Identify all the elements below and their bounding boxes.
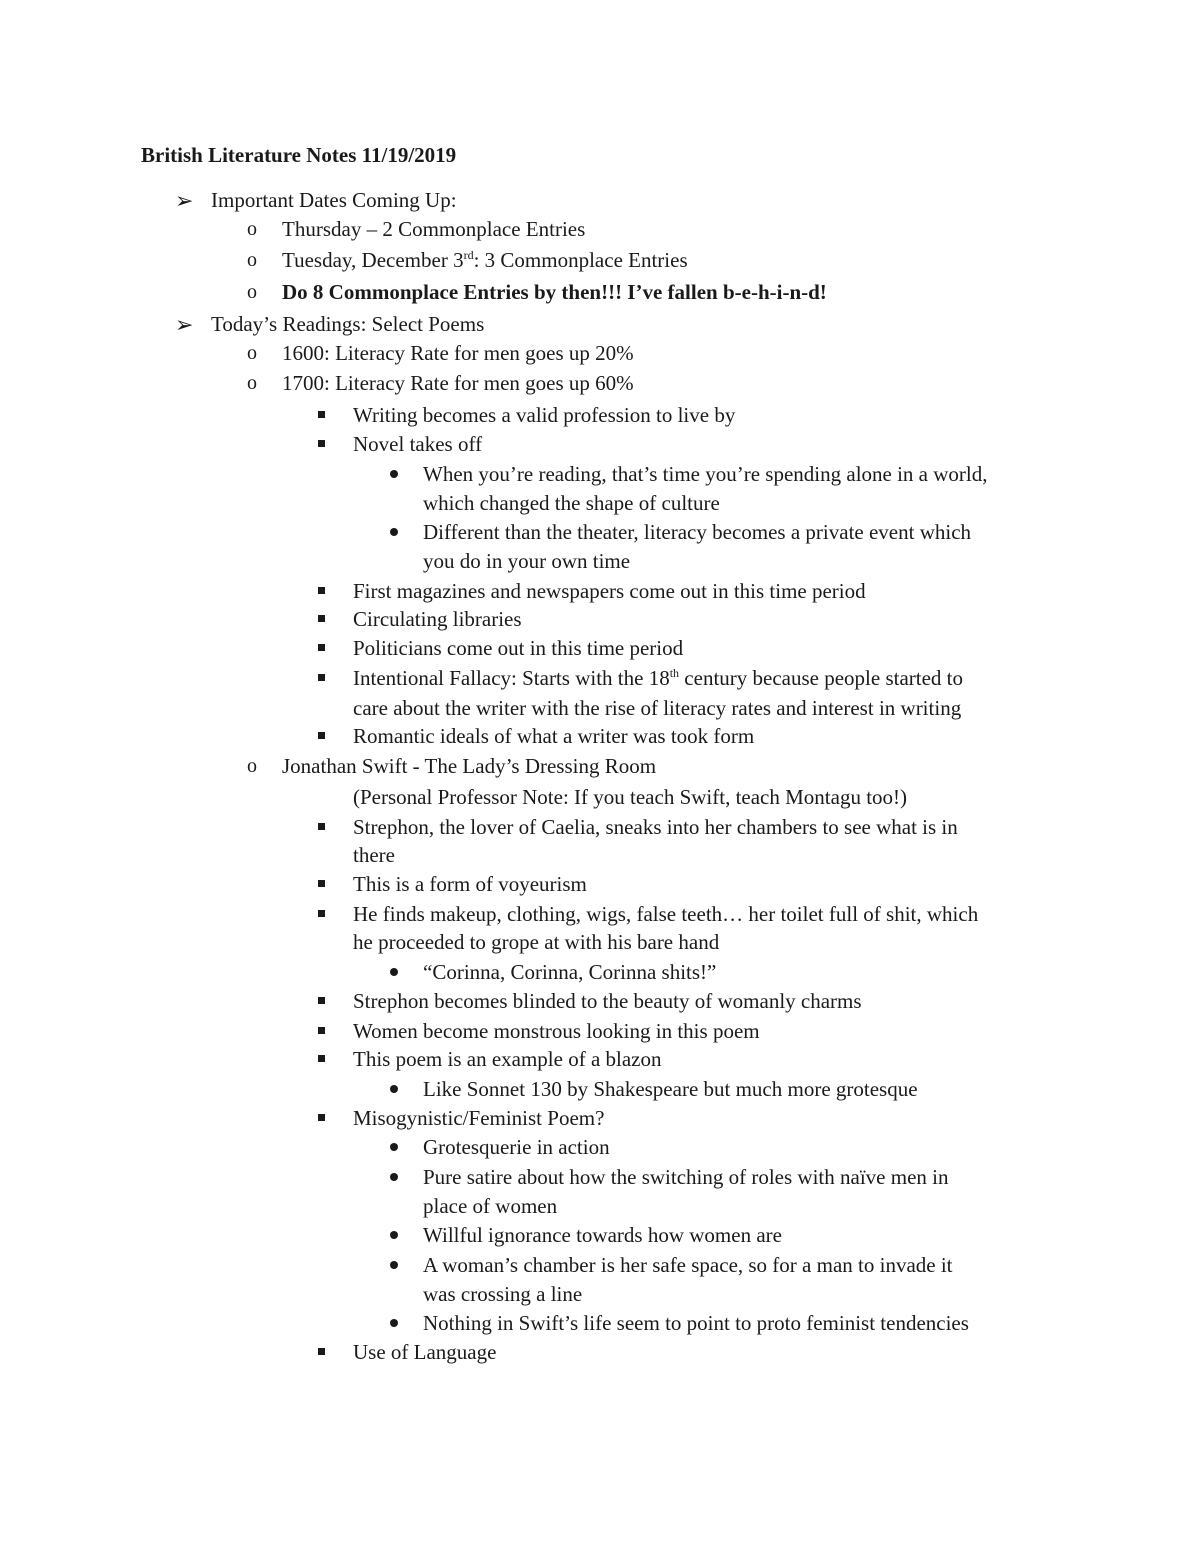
list-item-1700: 1700: Literacy Rate for men goes up 60% bbox=[282, 371, 634, 395]
list-item-magazines: First magazines and newspapers come out in this time period bbox=[353, 579, 866, 603]
list-item-blazon: This poem is an example of a blazon bbox=[353, 1047, 662, 1071]
document-title: British Literature Notes 11/19/2019 bbox=[141, 143, 457, 167]
arrow-bullet-icon: ➢ bbox=[175, 188, 194, 213]
square-bullet-icon bbox=[318, 1348, 325, 1355]
list-item-fallacy-line-2: care about the writer with the rise of literacy rates and interest in writing bbox=[353, 696, 962, 720]
list-item-important-dates: Important Dates Coming Up: bbox=[211, 188, 457, 212]
square-bullet-icon bbox=[318, 587, 325, 594]
list-item-satire-line-1: Pure satire about how the switching of roles with naïve men in bbox=[423, 1165, 949, 1189]
list-item-makeup-line-1: He finds makeup, clothing, wigs, false teeth… her toilet full of shit, which bbox=[353, 902, 979, 926]
list-item-nothing: Nothing in Swift’s life seem to point to proto feminist tendencies bbox=[423, 1311, 969, 1335]
list-item-todays-readings: Today’s Readings: Select Poems bbox=[211, 312, 485, 336]
fallacy-superscript: th bbox=[669, 666, 680, 680]
list-item-makeup-line-2: he proceeded to grope at with his bare hand bbox=[353, 930, 720, 954]
circle-bullet-icon: o bbox=[247, 249, 257, 271]
square-bullet-icon bbox=[318, 440, 325, 447]
list-item-strephon-line-2: there bbox=[353, 843, 395, 867]
list-item-ignorance: Willful ignorance towards how women are bbox=[423, 1223, 782, 1247]
dot-bullet-icon bbox=[390, 1231, 398, 1239]
square-bullet-icon bbox=[318, 823, 325, 830]
square-bullet-icon bbox=[318, 880, 325, 887]
square-bullet-icon bbox=[318, 910, 325, 917]
square-bullet-icon bbox=[318, 674, 325, 681]
square-bullet-icon bbox=[318, 1027, 325, 1034]
square-bullet-icon bbox=[318, 644, 325, 651]
dot-bullet-icon bbox=[390, 470, 398, 478]
fallacy-text-rest: century because people started to bbox=[679, 666, 964, 690]
fallacy-text: Intentional Fallacy: Starts with the 18 bbox=[353, 666, 670, 690]
list-item-monstrous: Women become monstrous looking in this poem bbox=[353, 1019, 760, 1043]
list-item-theater-line-2: you do in your own time bbox=[423, 549, 631, 573]
circle-bullet-icon: o bbox=[247, 218, 257, 240]
list-item-language: Use of Language bbox=[353, 1340, 497, 1364]
list-item-theater-line-1: Different than the theater, literacy becomes a private event which bbox=[423, 520, 972, 544]
list-item-1600: 1600: Literacy Rate for men goes up 20% bbox=[282, 341, 634, 365]
list-item-grotesquerie: Grotesquerie in action bbox=[423, 1135, 610, 1159]
list-item-novel: Novel takes off bbox=[353, 432, 483, 456]
list-item-do-8-entries: Do 8 Commonplace Entries by then!!! I’ve fallen b-e-h-i-n-d! bbox=[282, 280, 827, 304]
circle-bullet-icon: o bbox=[247, 372, 257, 394]
square-bullet-icon bbox=[318, 997, 325, 1004]
circle-bullet-icon: o bbox=[247, 342, 257, 364]
tuesday-text-rest: : 3 Commonplace Entries bbox=[473, 248, 688, 272]
list-item-fallacy-line-1 bbox=[353, 664, 963, 693]
list-item-corinna: “Corinna, Corinna, Corinna shits!” bbox=[423, 960, 717, 984]
dot-bullet-icon bbox=[390, 1173, 398, 1181]
list-item-chamber-line-1: A woman’s chamber is her safe space, so for a man to invade it bbox=[423, 1253, 953, 1277]
circle-bullet-icon: o bbox=[247, 755, 257, 777]
arrow-bullet-icon: ➢ bbox=[175, 312, 194, 337]
list-item-voyeurism: This is a form of voyeurism bbox=[353, 872, 587, 896]
tuesday-superscript: rd bbox=[463, 248, 474, 262]
circle-bullet-icon: o bbox=[247, 281, 257, 303]
square-bullet-icon bbox=[318, 732, 325, 739]
dot-bullet-icon bbox=[390, 1319, 398, 1327]
list-item-reading-line-1: When you’re reading, that’s time you’re spending alone in a world, bbox=[423, 462, 988, 486]
square-bullet-icon bbox=[318, 411, 325, 418]
list-item-thursday: Thursday – 2 Commonplace Entries bbox=[282, 217, 586, 241]
list-item-swift: Jonathan Swift - The Lady’s Dressing Room bbox=[282, 754, 657, 778]
dot-bullet-icon bbox=[390, 968, 398, 976]
tuesday-text: Tuesday, December 3 bbox=[282, 248, 464, 272]
dot-bullet-icon bbox=[390, 1143, 398, 1151]
list-item-politicians: Politicians come out in this time period bbox=[353, 636, 684, 660]
dot-bullet-icon bbox=[390, 528, 398, 536]
list-item-chamber-line-2: was crossing a line bbox=[423, 1282, 583, 1306]
square-bullet-icon bbox=[318, 1055, 325, 1062]
list-item-writing-profession: Writing becomes a valid profession to live by bbox=[353, 403, 736, 427]
list-item-blinded: Strephon becomes blinded to the beauty of womanly charms bbox=[353, 989, 862, 1013]
square-bullet-icon bbox=[318, 615, 325, 622]
list-item-libraries: Circulating libraries bbox=[353, 607, 522, 631]
dot-bullet-icon bbox=[390, 1261, 398, 1269]
list-item-misogynistic: Misogynistic/Feminist Poem? bbox=[353, 1106, 605, 1130]
list-item-sonnet: Like Sonnet 130 by Shakespeare but much more grotesque bbox=[423, 1077, 918, 1101]
professor-note: (Personal Professor Note: If you teach Swift, teach Montagu too!) bbox=[353, 785, 908, 809]
list-item-tuesday bbox=[282, 246, 688, 275]
list-item-strephon-line-1: Strephon, the lover of Caelia, sneaks into her chambers to see what is in bbox=[353, 815, 958, 839]
list-item-reading-line-2: which changed the shape of culture bbox=[423, 491, 720, 515]
dot-bullet-icon bbox=[390, 1085, 398, 1093]
list-item-romantic: Romantic ideals of what a writer was took form bbox=[353, 724, 755, 748]
square-bullet-icon bbox=[318, 1114, 325, 1121]
list-item-satire-line-2: place of women bbox=[423, 1194, 558, 1218]
